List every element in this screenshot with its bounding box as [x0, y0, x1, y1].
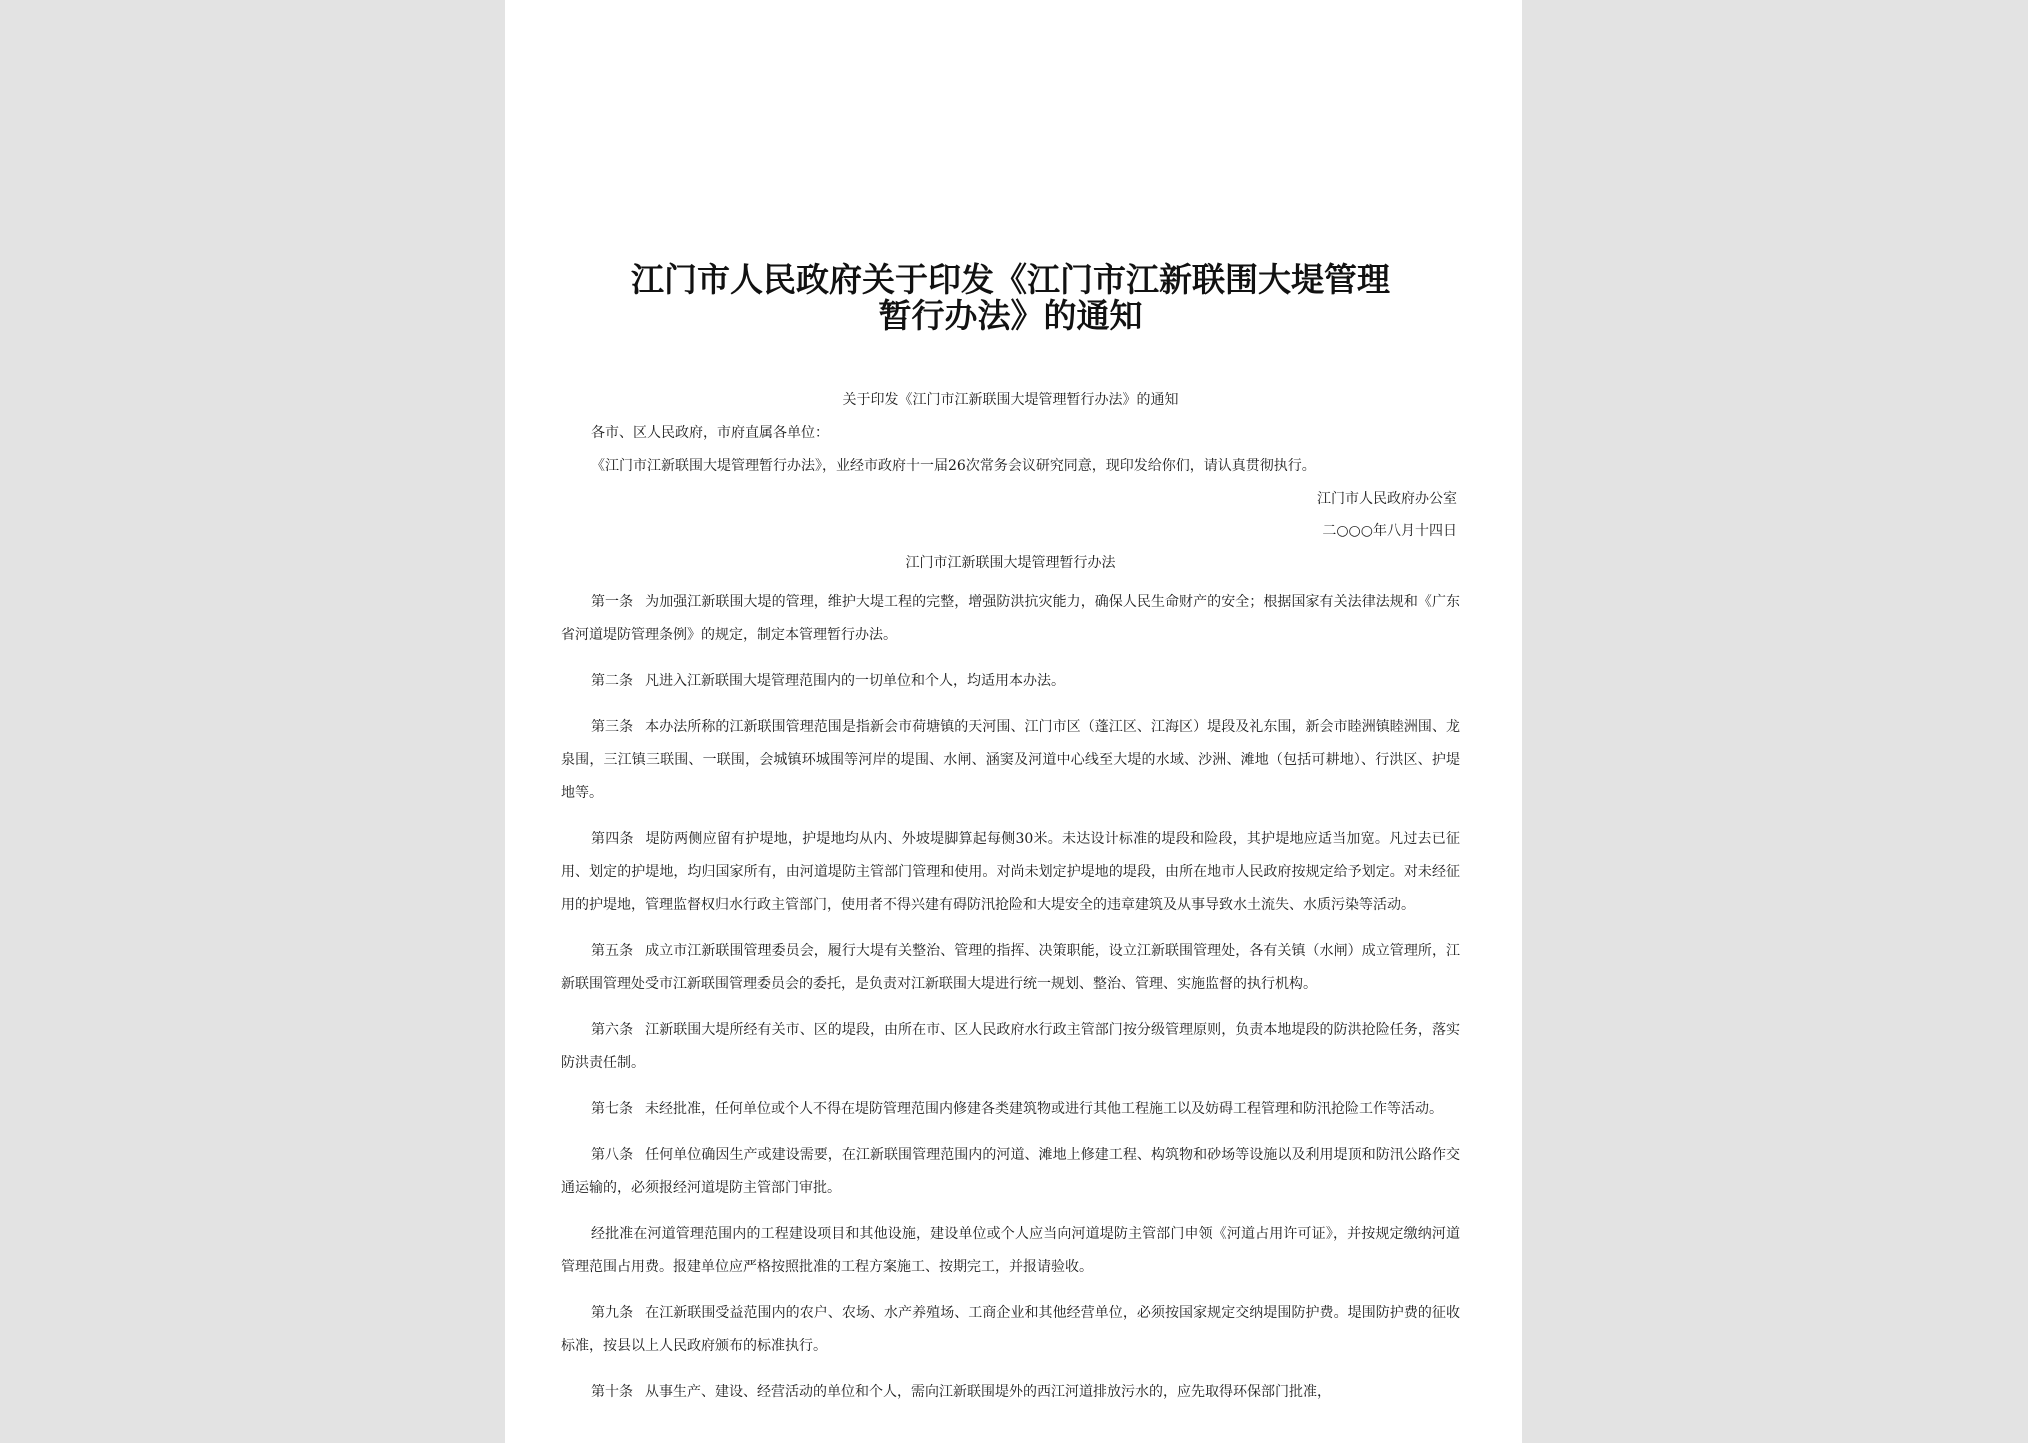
- article-2: [561, 665, 1460, 698]
- article-3: [561, 711, 1460, 810]
- article-text: 任何单位确因生产或建设需要，在江新联围管理范围内的河道、滩地上修建工程、构筑物和砂场等设施以及利用堤顶和防汛公路作交通运输的，必须报经河道堤防主管部门审批。: [561, 1147, 1461, 1196]
- article-text: 本办法所称的江新联围管理范围是指新会市荷塘镇的天河围、江门市区（蓬江区、江海区）堤段及礼东围，新会市睦洲镇睦洲围、龙泉围，三江镇三联围、一联围，会城镇环城围等河岸的堤围、水闸、涵窦及河道中心线至大堤的水域、沙洲、滩地（包括可耕地）、行洪区、护堤地等。: [561, 719, 1461, 801]
- signatory: 江门市人民政府办公室: [1317, 491, 1457, 507]
- issue-date: 二○○○年八月十四日: [1322, 523, 1457, 539]
- document-page: [505, 0, 1522, 1443]
- article-text: 江新联围大堤所经有关市、区的堤段，由所在市、区人民政府水行政主管部门按分级管理原则，负责本地堤段的防洪抢险任务，落实防洪责任制。: [561, 1022, 1461, 1071]
- article-number: 第九条: [591, 1305, 634, 1321]
- article-text: 从事生产、建设、经营活动的单位和个人，需向江新联围堤外的西江河道排放污水的，应先取得环保部门批准，: [645, 1384, 1331, 1400]
- article-1: [561, 586, 1460, 652]
- article-number: 第七条: [591, 1101, 633, 1117]
- document-title: [561, 262, 1460, 334]
- article-number: 第四条: [591, 831, 634, 847]
- article-number: 第八条: [591, 1147, 634, 1163]
- article-number: 第三条: [591, 719, 634, 735]
- article-text: 为加强江新联围大堤的管理，维护大堤工程的完整，增强防洪抗灾能力，确保人民生命财产的安全；根据国家有关法律法规和《广东省河道堤防管理条例》的规定，制定本管理暂行办法。: [561, 594, 1461, 643]
- article-number: 第十条: [591, 1384, 633, 1400]
- article-8: [561, 1139, 1460, 1205]
- title-line-2: 暂行办法》的通知: [878, 296, 1143, 335]
- article-10: [561, 1376, 1460, 1409]
- article-text: 未经批准，任何单位或个人不得在堤防管理范围内修建各类建筑物或进行其他工程施工以及妨碍工程管理和防汛抢险工作等活动。: [645, 1101, 1443, 1117]
- article-5: [561, 935, 1460, 1001]
- intro-paragraph: 《江门市江新联围大堤管理暂行办法》，业经市政府十一届26次常务会议研究同意，现印发给你们，请认真贯彻执行。: [591, 458, 1316, 474]
- article-text: 在江新联围受益范围内的农户、农场、水产养殖场、工商企业和其他经营单位，必须按国家规定交纳堤围防护费。堤围防护费的征收标准，按县以上人民政府颁布的标准执行。: [561, 1305, 1461, 1354]
- article-8-continued: [561, 1218, 1460, 1284]
- article-7: [561, 1093, 1460, 1126]
- title-line-1: 江门市人民政府关于印发《江门市江新联围大堤管理: [631, 260, 1390, 299]
- article-text: 凡进入江新联围大堤管理范围内的一切单位和个人，均适用本办法。: [645, 673, 1065, 689]
- article-number: 第五条: [591, 943, 634, 959]
- article-9: [561, 1297, 1460, 1363]
- article-text: 成立市江新联围管理委员会，履行大堤有关整治、管理的指挥、决策职能，设立江新联围管理处，各有关镇（水闸）成立管理所，江新联围管理处受市江新联围管理委员会的委托，是负责对江新联围大堤进行统一规划、整治、管理、实施监督的执行机构。: [561, 943, 1461, 992]
- article-4: [561, 823, 1460, 922]
- article-number: 第六条: [591, 1022, 634, 1038]
- notice-heading: 关于印发《江门市江新联围大堤管理暂行办法》的通知: [842, 392, 1179, 408]
- article-text: 堤防两侧应留有护堤地，护堤地均从内、外坡堤脚算起每侧30米。未达设计标准的堤段和险段，其护堤地应适当加宽。凡过去已征用、划定的护堤地，均归国家所有，由河道堤防主管部门管理和使用。对尚未划定护堤地的堤段，由所在地市人民政府按规定给予划定。对未经征用的护堤地，管理监督权归水行政主管部门，使用者不得兴建有碍防汛抢险和大堤安全的违章建筑及从事导致水土流失、水质污染等活动。: [561, 831, 1460, 913]
- salutation: 各市、区人民政府，市府直属各单位：: [591, 425, 829, 441]
- article-text: 经批准在河道管理范围内的工程建设项目和其他设施，建设单位或个人应当向河道堤防主管部门申领《河道占用许可证》，并按规定缴纳河道管理范围占用费。报建单位应严格按照批准的工程方案施工、按期完工，并报请验收。: [561, 1226, 1460, 1275]
- article-number: 第一条: [591, 594, 634, 610]
- measures-title: 江门市江新联围大堤管理暂行办法: [905, 555, 1116, 571]
- article-number: 第二条: [591, 673, 633, 689]
- article-6: [561, 1014, 1460, 1080]
